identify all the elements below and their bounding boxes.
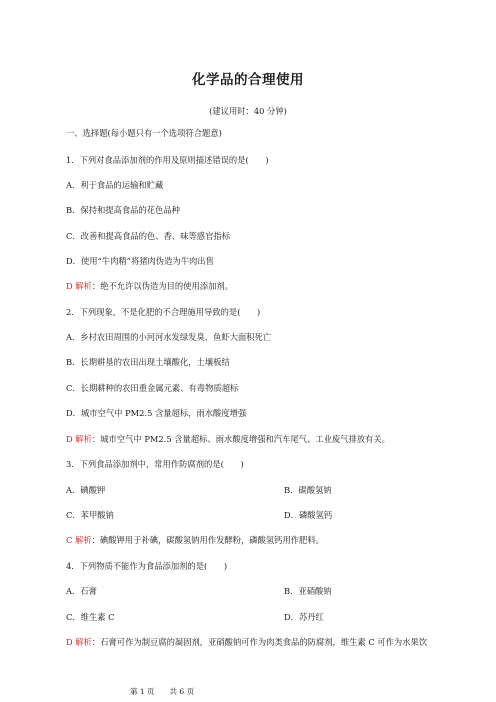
question-3-option-a: A．碘酸钾: [66, 485, 106, 495]
question-3-answer: C: [66, 535, 73, 545]
time-hint: (建议用时：40 分钟): [209, 106, 287, 116]
section-heading: 一、选择题(每小题只有一个选项符合题意): [66, 128, 222, 138]
question-3-option-c: C．苯甲酸钠: [66, 510, 114, 520]
explanation-label: 解析: [75, 535, 92, 545]
explanation-label: 解析: [75, 434, 92, 444]
question-4-row-2: [66, 611, 324, 623]
question-2-stem: 2．下列现象，不是化肥的不合理施用导致的是( ): [66, 307, 261, 317]
question-2-explanation-text: ：城市空气中 PM2.5 含量超标、雨水酸度增强和汽车尾气、工业废气排放有关。: [91, 434, 390, 444]
question-4-row-1: [66, 585, 332, 597]
question-1-stem: 1．下列对食品添加剂的作用及原则描述错误的是( ): [66, 155, 269, 165]
question-4-stem: 4．下列物质不能作为食品添加剂的是( ): [66, 561, 228, 571]
question-3-row-2: [66, 509, 333, 521]
question-2-option-d: D．城市空气中 PM2.5 含量超标，雨水酸度增强: [66, 408, 247, 418]
page-number: 第 1 页 共 6 页: [130, 687, 195, 696]
question-3-explanation: [66, 534, 324, 546]
question-2-option-a: A．乡村农田周围的小河河水发绿发臭，鱼虾大面积死亡: [66, 332, 272, 342]
question-2-answer: D: [66, 434, 73, 444]
question-4-option-b: B．亚硝酸钠: [284, 586, 332, 596]
question-4-explanation: [66, 636, 427, 648]
question-1-explanation-text: ：绝不允许以伪造为目的使用添加剂。: [91, 281, 233, 291]
question-3-option-b: B．碳酸氢钠: [284, 485, 332, 495]
question-4-option-c: C．维生素 C: [66, 612, 115, 622]
question-4-option-a: A．石膏: [66, 586, 97, 596]
question-1-option-c: C．改善和提高食品的色、香、味等感官指标: [66, 231, 230, 241]
question-4-answer: D: [66, 637, 73, 647]
question-3-option-d: D．磷酸氢钙: [284, 510, 333, 520]
question-1-option-a: A．利于食品的运输和贮藏: [66, 180, 164, 190]
question-1-option-d: D．使用“牛肉精”将猪肉伪造为牛肉出售: [66, 256, 214, 266]
question-2-option-c: C．长期耕种的农田重金属元素、有毒物质超标: [66, 383, 239, 393]
page-title: 化学品的合理使用: [192, 72, 304, 88]
question-4-option-d: D．苏丹红: [284, 612, 324, 622]
question-1-option-b: B．保持和提高食品的花色品种: [66, 205, 180, 215]
question-2-option-b: B．长期耕垦的农田出现土壤酸化，土壤板结: [66, 357, 230, 367]
explanation-label: 解析: [75, 281, 92, 291]
question-2-explanation: [66, 433, 390, 445]
question-1-explanation: [66, 280, 233, 292]
question-1-answer: D: [66, 281, 73, 291]
question-3-row-1: [66, 484, 332, 496]
explanation-label: 解析: [75, 637, 92, 647]
question-4-explanation-text: ：石膏可作为制豆腐的凝固剂，亚硝酸钠可作为肉类食品的防腐剂，维生素 C 可作为水果饮: [91, 637, 428, 647]
question-3-stem: 3．下列食品添加剂中，常用作防腐剂的是( ): [66, 459, 244, 469]
question-3-explanation-text: ：碘酸钾用于补碘，碳酸氢钠用作发酵粉，磷酸氢钙用作肥料。: [91, 535, 324, 545]
